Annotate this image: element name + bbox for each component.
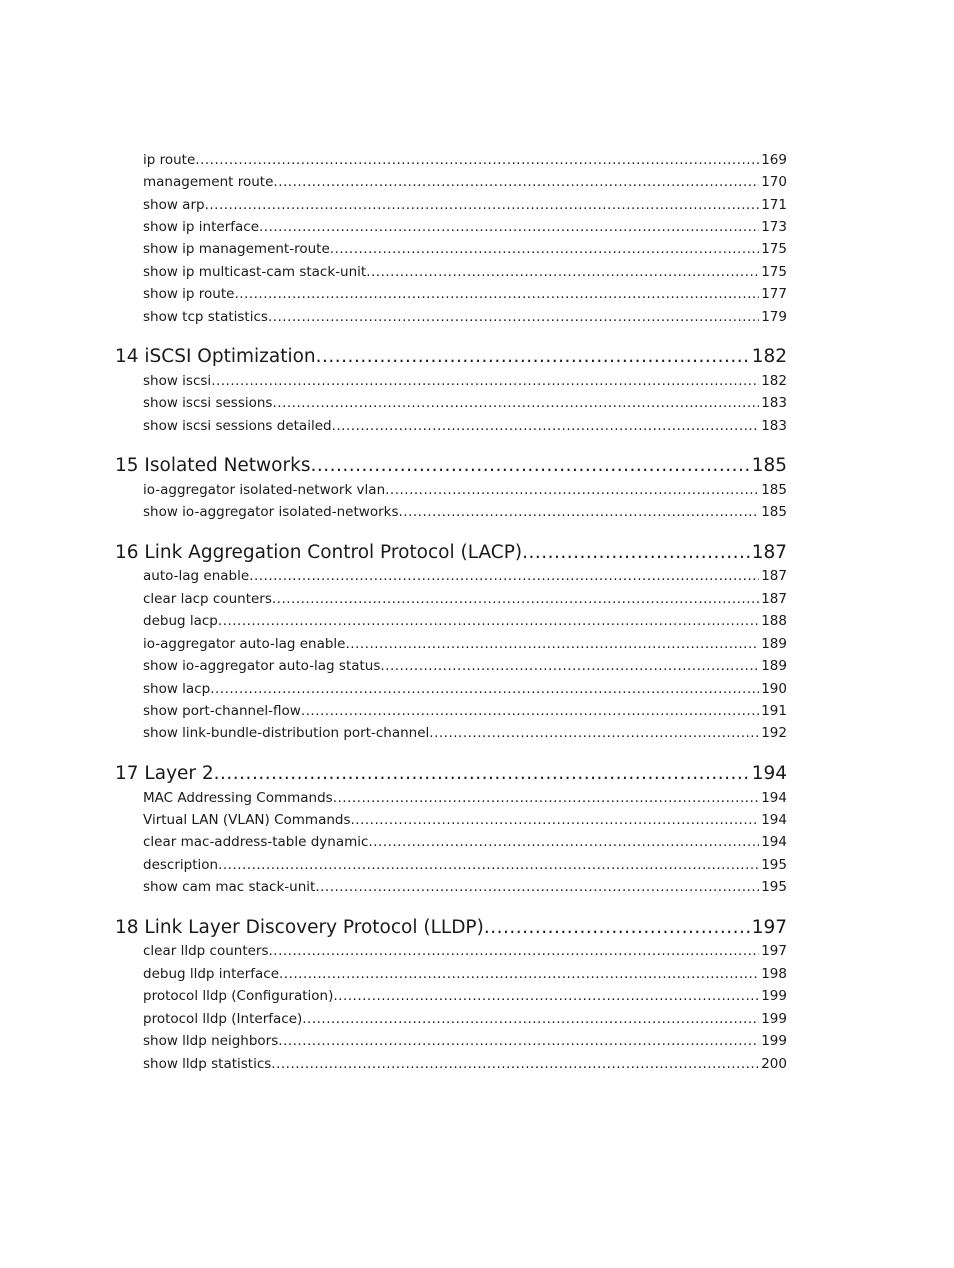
toc-title: show iscsi sessions detailed bbox=[143, 418, 332, 434]
toc-entry[interactable] bbox=[143, 263, 787, 281]
toc-page-number: 187 bbox=[761, 591, 787, 607]
toc-entry[interactable] bbox=[143, 635, 787, 653]
toc-entry[interactable] bbox=[143, 503, 787, 521]
toc-title: show ip route bbox=[143, 286, 235, 302]
toc-page-number: 179 bbox=[761, 309, 787, 325]
toc-entry[interactable] bbox=[143, 680, 787, 698]
toc-page-number: 175 bbox=[761, 241, 787, 257]
toc-entry[interactable] bbox=[143, 724, 787, 742]
toc-page-number: 199 bbox=[761, 988, 787, 1004]
toc-title: show lldp statistics bbox=[143, 1056, 272, 1072]
toc-entry[interactable] bbox=[143, 567, 787, 585]
toc-title: debug lldp interface bbox=[143, 966, 280, 982]
toc-entry[interactable] bbox=[143, 987, 787, 1005]
toc-title: show iscsi sessions bbox=[143, 395, 273, 411]
dot-leader bbox=[333, 789, 760, 807]
toc-page-number: 173 bbox=[761, 219, 787, 235]
toc-chapter-heading[interactable] bbox=[115, 916, 787, 940]
dot-leader bbox=[346, 635, 760, 653]
toc-page-number: 169 bbox=[761, 152, 787, 168]
toc-page-number: 187 bbox=[761, 568, 787, 584]
dot-leader bbox=[279, 965, 759, 983]
toc-title: show lacp bbox=[143, 681, 211, 697]
toc-title: debug lacp bbox=[143, 613, 218, 629]
toc-entry[interactable] bbox=[143, 417, 787, 435]
dot-leader bbox=[234, 285, 759, 303]
toc-title: clear lldp counters bbox=[143, 943, 269, 959]
dot-leader bbox=[205, 196, 760, 214]
toc-title: auto-lag enable bbox=[143, 568, 250, 584]
toc-title: show iscsi bbox=[143, 373, 212, 389]
dot-leader bbox=[429, 724, 759, 742]
dot-leader bbox=[399, 503, 760, 521]
toc-page-number: 194 bbox=[761, 834, 787, 850]
toc-page-number: 189 bbox=[761, 658, 787, 674]
toc-entry[interactable] bbox=[143, 789, 787, 807]
toc-page-number: 187 bbox=[751, 542, 787, 563]
toc-title: 16 Link Aggregation Control Protocol (LACP) bbox=[115, 542, 523, 563]
toc-title: show ip management-route bbox=[143, 241, 330, 257]
toc-title: protocol lldp (Configuration) bbox=[143, 988, 334, 1004]
dot-leader bbox=[302, 1010, 759, 1028]
dot-leader bbox=[484, 916, 750, 940]
toc-page-number: 175 bbox=[761, 264, 787, 280]
toc-page-number: 182 bbox=[761, 373, 787, 389]
toc-entry[interactable] bbox=[143, 702, 787, 720]
dot-leader bbox=[214, 762, 750, 786]
toc-title: Virtual LAN (VLAN) Commands bbox=[143, 812, 351, 828]
toc-title: io-aggregator auto-lag enable bbox=[143, 636, 346, 652]
toc-page-number: 183 bbox=[761, 395, 787, 411]
toc-entry[interactable] bbox=[143, 811, 787, 829]
toc-entry[interactable] bbox=[143, 151, 787, 169]
toc-chapter-heading[interactable] bbox=[115, 454, 787, 478]
dot-leader bbox=[259, 218, 759, 236]
toc-page-number: 177 bbox=[761, 286, 787, 302]
dot-leader bbox=[210, 680, 759, 698]
toc-page-number: 188 bbox=[761, 613, 787, 629]
toc-page-number: 189 bbox=[761, 636, 787, 652]
dot-leader bbox=[249, 567, 759, 585]
toc-entry[interactable] bbox=[143, 1055, 787, 1073]
toc-entry[interactable] bbox=[143, 285, 787, 303]
toc-title: show ip multicast-cam stack-unit bbox=[143, 264, 367, 280]
toc-entry[interactable] bbox=[143, 612, 787, 630]
toc-page-number: 195 bbox=[761, 857, 787, 873]
toc-title: ip route bbox=[143, 152, 196, 168]
dot-leader bbox=[315, 878, 759, 896]
dot-leader bbox=[316, 345, 750, 369]
toc-chapter-heading[interactable] bbox=[115, 541, 787, 565]
dot-leader bbox=[218, 856, 759, 874]
toc-title: protocol lldp (Interface) bbox=[143, 1011, 303, 1027]
toc-title: MAC Addressing Commands bbox=[143, 790, 333, 806]
toc-title: show tcp statistics bbox=[143, 309, 268, 325]
dot-leader bbox=[268, 308, 759, 326]
toc-entry[interactable] bbox=[143, 394, 787, 412]
dot-leader bbox=[366, 263, 759, 281]
toc-page-number: 170 bbox=[761, 174, 787, 190]
toc-title: show ip interface bbox=[143, 219, 260, 235]
toc-title: show port-channel-flow bbox=[143, 703, 301, 719]
dot-leader bbox=[278, 1032, 759, 1050]
dot-leader bbox=[380, 657, 759, 675]
toc-entry[interactable] bbox=[143, 856, 787, 874]
dot-leader bbox=[272, 590, 759, 608]
toc-title: 14 iSCSI Optimization bbox=[115, 346, 316, 367]
toc-page-number: 199 bbox=[761, 1033, 787, 1049]
toc-entry[interactable] bbox=[143, 1010, 787, 1028]
toc-entry[interactable] bbox=[143, 196, 787, 214]
toc-page-number: 171 bbox=[761, 197, 787, 213]
toc-page-number: 197 bbox=[751, 917, 787, 938]
dot-leader bbox=[211, 372, 759, 390]
dot-leader bbox=[195, 151, 759, 169]
toc-entry[interactable] bbox=[143, 878, 787, 896]
toc-page-number: 185 bbox=[751, 455, 787, 476]
dot-leader bbox=[351, 811, 760, 829]
toc-entry[interactable] bbox=[143, 942, 787, 960]
toc-title: clear mac-address-table dynamic bbox=[143, 834, 369, 850]
dot-leader bbox=[218, 612, 759, 630]
toc-page-number: 190 bbox=[761, 681, 787, 697]
toc-title: show io-aggregator isolated-networks bbox=[143, 504, 399, 520]
toc-entry[interactable] bbox=[143, 240, 787, 258]
toc-title: clear lacp counters bbox=[143, 591, 272, 607]
toc-title: show arp bbox=[143, 197, 205, 213]
toc-page-number: 197 bbox=[761, 943, 787, 959]
toc-page-number: 185 bbox=[761, 504, 787, 520]
toc-page-number: 198 bbox=[761, 966, 787, 982]
toc-entry[interactable] bbox=[143, 1032, 787, 1050]
toc-page-number: 185 bbox=[761, 482, 787, 498]
toc-entry[interactable] bbox=[143, 372, 787, 390]
toc-page-number: 194 bbox=[751, 763, 787, 784]
toc-title: io-aggregator isolated-network vlan bbox=[143, 482, 386, 498]
toc-title: management route bbox=[143, 174, 274, 190]
toc-page-number: 191 bbox=[761, 703, 787, 719]
dot-leader bbox=[385, 481, 759, 499]
toc-entry[interactable] bbox=[143, 657, 787, 675]
toc-entry[interactable] bbox=[143, 218, 787, 236]
toc-entry[interactable] bbox=[143, 173, 787, 191]
toc-title: show io-aggregator auto-lag status bbox=[143, 658, 381, 674]
toc-page-number: 194 bbox=[761, 812, 787, 828]
toc-chapter-heading[interactable] bbox=[115, 762, 787, 786]
toc-entry[interactable] bbox=[143, 590, 787, 608]
toc-entry[interactable] bbox=[143, 308, 787, 326]
toc-chapter-heading[interactable] bbox=[115, 345, 787, 369]
toc-title: description bbox=[143, 857, 219, 873]
toc-entry[interactable] bbox=[143, 965, 787, 983]
toc-page-number: 194 bbox=[761, 790, 787, 806]
dot-leader bbox=[330, 240, 759, 258]
toc-page-number: 200 bbox=[761, 1056, 787, 1072]
toc-title: 17 Layer 2 bbox=[115, 763, 214, 784]
dot-leader bbox=[271, 1055, 759, 1073]
dot-leader bbox=[310, 454, 749, 478]
dot-leader bbox=[368, 833, 759, 851]
toc-page-number: 182 bbox=[751, 346, 787, 367]
dot-leader bbox=[332, 417, 760, 435]
dot-leader bbox=[333, 987, 759, 1005]
toc-page-number: 199 bbox=[761, 1011, 787, 1027]
toc-page-number: 183 bbox=[761, 418, 787, 434]
toc-title: 18 Link Layer Discovery Protocol (LLDP) bbox=[115, 917, 484, 938]
toc-title: show lldp neighbors bbox=[143, 1033, 279, 1049]
toc-entry[interactable] bbox=[143, 481, 787, 499]
dot-leader bbox=[269, 942, 760, 960]
dot-leader bbox=[301, 702, 759, 720]
toc-title: 15 Isolated Networks bbox=[115, 455, 311, 476]
dot-leader bbox=[522, 541, 750, 565]
toc-title: show cam mac stack-unit bbox=[143, 879, 316, 895]
dot-leader bbox=[273, 173, 759, 191]
toc-entry[interactable] bbox=[143, 833, 787, 851]
toc-title: show link-bundle-distribution port-channel bbox=[143, 725, 430, 741]
dot-leader bbox=[272, 394, 759, 412]
toc-page-number: 192 bbox=[761, 725, 787, 741]
toc-page-number: 195 bbox=[761, 879, 787, 895]
